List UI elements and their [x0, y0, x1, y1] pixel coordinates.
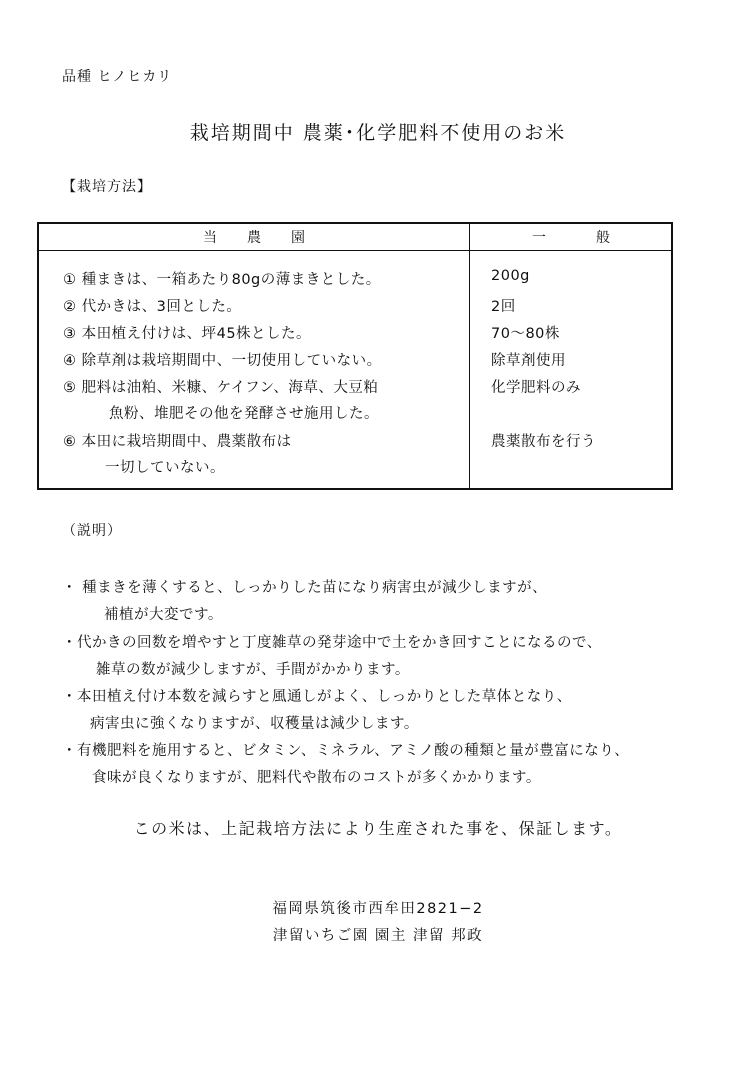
general-cell: 除草剤使用	[491, 353, 566, 369]
farm-cell: ② 代かきは、3回とした。	[63, 299, 242, 315]
explanation-continuation: 雑草の数が減少しますが、手間がかかります。	[96, 662, 410, 678]
producer-address: 福岡県筑後市西牟田2821−2	[272, 901, 484, 917]
explanation-continuation: 病害虫に強くなりますが、収穫量は減少します。	[90, 716, 419, 732]
explanation-line: ・本田植え付け本数を減らすと風通しがよく、しっかりとした草体となり、	[62, 689, 572, 705]
page-title: 栽培期間中 農薬･化学肥料不使用のお米	[189, 122, 567, 144]
explanation-line: ・ 種まきを薄くすると、しっかりした苗になり病害虫が減少しますが、	[62, 580, 548, 596]
explanation-heading: （説明）	[62, 523, 122, 539]
rice-variety: 品種 ヒノヒカリ	[62, 69, 173, 85]
table-column-divider	[469, 224, 470, 488]
guarantee-statement: この米は、上記栽培方法により生産された事を、保証します。	[133, 819, 623, 838]
explanation-continuation: 補植が大変です。	[104, 607, 223, 623]
farm-cell: ⑥ 本田に栽培期間中、農薬散布は	[63, 434, 292, 450]
farm-cell: ④ 除草剤は栽培期間中、一切使用していない。	[63, 353, 382, 369]
general-cell: 2回	[491, 299, 516, 315]
farm-cell-continued: 魚粉、堆肥その他を発酵させ施用した。	[109, 406, 379, 422]
general-cell: 化学肥料のみ	[491, 380, 581, 396]
explanation-line: ・代かきの回数を増やすと丁度雑草の発芽途中で土をかき回すことになるので、	[62, 635, 602, 651]
farm-cell: ① 種まきは、一箱あたり80gの薄まきとした。	[63, 272, 381, 288]
cultivation-method-heading: 【栽培方法】	[62, 179, 152, 195]
general-cell: 農薬散布を行う	[491, 434, 596, 450]
header-our-farm: 当農園	[203, 230, 335, 246]
header-general: 一般	[532, 230, 660, 246]
explanation-continuation: 食味が良くなりますが、肥料代や散布のコストが多くかかります。	[92, 770, 541, 786]
producer-name: 津留いちご園 園主 津留 邦政	[272, 928, 484, 944]
farm-cell: ③ 本田植え付けは、坪45株とした。	[63, 326, 312, 342]
comparison-table	[37, 222, 673, 490]
general-cell: 200g	[491, 268, 530, 284]
table-header-divider	[39, 250, 671, 251]
explanation-line: ・有機肥料を施用すると、ビタミン、ミネラル、アミノ酸の種類と量が豊富になり、	[62, 743, 630, 759]
farm-cell: ⑤ 肥料は油粕、米糠、ケイフン、海草、大豆粕	[63, 380, 379, 396]
general-cell: 70～80株	[491, 326, 560, 342]
farm-cell-continued: 一切していない。	[105, 460, 225, 476]
